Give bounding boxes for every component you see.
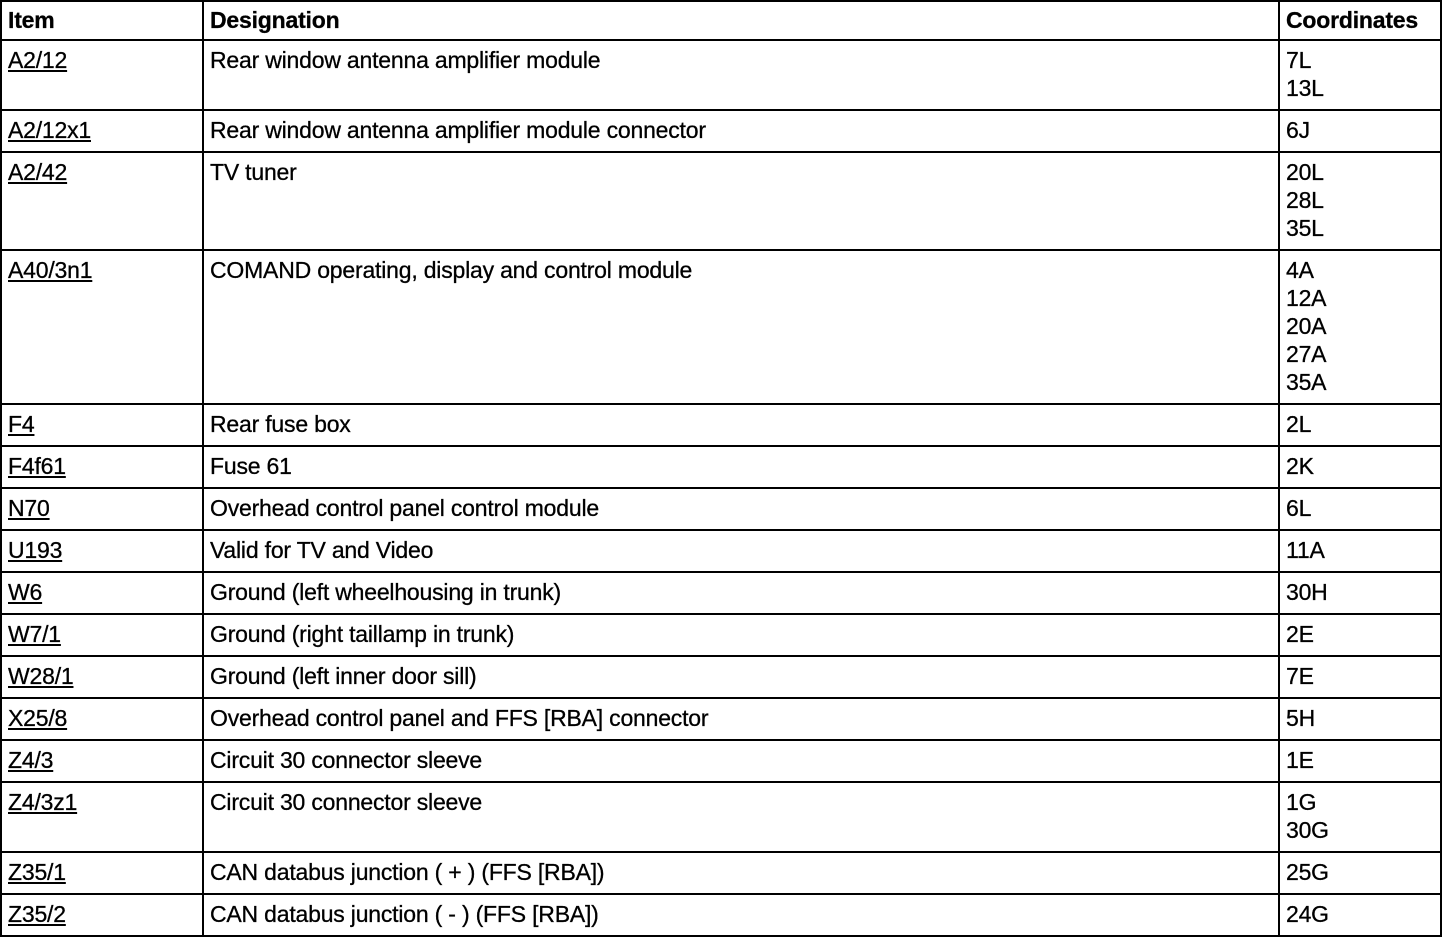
designation-cell: Rear window antenna amplifier module connector [203, 110, 1279, 152]
item-cell [1, 852, 203, 894]
designation-cell: TV tuner [203, 152, 1279, 250]
header-designation: Designation [203, 1, 1279, 40]
item-link[interactable]: W28/1 [8, 663, 74, 689]
coordinates-cell [1279, 782, 1441, 852]
coordinate-value: 27A [1286, 341, 1327, 367]
coordinate-value: 1E [1286, 747, 1314, 773]
coordinate-value: 4A [1286, 257, 1314, 283]
item-link[interactable]: X25/8 [8, 705, 68, 731]
coordinate-value: 6L [1286, 495, 1312, 521]
coordinate-value: 7L [1286, 47, 1312, 73]
item-cell [1, 656, 203, 698]
coordinates-cell [1279, 404, 1441, 446]
item-link[interactable]: W7/1 [8, 621, 61, 647]
item-cell [1, 614, 203, 656]
coordinate-value: 20A [1286, 313, 1327, 339]
coordinates-cell [1279, 572, 1441, 614]
designation-cell: Ground (right taillamp in trunk) [203, 614, 1279, 656]
table-row [1, 782, 1441, 852]
table-row [1, 894, 1441, 936]
coordinates-cell [1279, 656, 1441, 698]
item-cell [1, 782, 203, 852]
designation-cell: CAN databus junction ( + ) (FFS [RBA]) [203, 852, 1279, 894]
coordinate-value: 25G [1286, 859, 1329, 885]
table-row [1, 572, 1441, 614]
table-row [1, 250, 1441, 404]
table-row [1, 40, 1441, 110]
coordinate-value: 1G [1286, 789, 1317, 815]
designation-cell: Ground (left wheelhousing in trunk) [203, 572, 1279, 614]
table-row [1, 698, 1441, 740]
coordinates-cell [1279, 488, 1441, 530]
item-cell [1, 446, 203, 488]
item-link[interactable]: Z35/1 [8, 859, 66, 885]
item-cell [1, 40, 203, 110]
item-link[interactable]: N70 [8, 495, 50, 521]
coordinate-value: 7E [1286, 663, 1314, 689]
designation-cell: Ground (left inner door sill) [203, 656, 1279, 698]
table-row [1, 488, 1441, 530]
designation-cell: Circuit 30 connector sleeve [203, 740, 1279, 782]
table-row [1, 110, 1441, 152]
designation-cell: Valid for TV and Video [203, 530, 1279, 572]
item-cell [1, 488, 203, 530]
table-row [1, 404, 1441, 446]
coordinate-value: 5H [1286, 705, 1316, 731]
table-body [1, 40, 1441, 936]
designation-cell: Circuit 30 connector sleeve [203, 782, 1279, 852]
designation-cell: COMAND operating, display and control module [203, 250, 1279, 404]
table-row [1, 656, 1441, 698]
header-row [1, 1, 1441, 40]
item-cell [1, 740, 203, 782]
item-link[interactable]: A40/3n1 [8, 257, 93, 283]
coordinates-cell [1279, 250, 1441, 404]
coordinate-value: 24G [1286, 901, 1329, 927]
coordinates-cell [1279, 530, 1441, 572]
coordinate-value: 12A [1286, 285, 1327, 311]
item-cell [1, 894, 203, 936]
table-row [1, 530, 1441, 572]
item-cell [1, 530, 203, 572]
item-link[interactable]: Z35/2 [8, 901, 66, 927]
coordinates-cell [1279, 894, 1441, 936]
coordinates-cell [1279, 40, 1441, 110]
designation-cell: Overhead control panel control module [203, 488, 1279, 530]
item-link[interactable]: Z4/3 [8, 747, 54, 773]
item-link[interactable]: A2/12 [8, 47, 68, 73]
item-link[interactable]: U193 [8, 537, 63, 563]
table-row [1, 740, 1441, 782]
coordinate-value: 2K [1286, 453, 1314, 479]
coordinate-value: 30G [1286, 817, 1329, 843]
item-link[interactable]: Z4/3z1 [8, 789, 78, 815]
table-row [1, 852, 1441, 894]
header-coordinates: Coordinates [1279, 1, 1441, 40]
item-cell [1, 152, 203, 250]
designation-cell: Overhead control panel and FFS [RBA] connector [203, 698, 1279, 740]
item-cell [1, 698, 203, 740]
item-link[interactable]: F4 [8, 411, 35, 437]
coordinates-cell [1279, 152, 1441, 250]
coordinates-cell [1279, 698, 1441, 740]
coordinate-value: 2L [1286, 411, 1312, 437]
coordinate-value: 28L [1286, 187, 1324, 213]
coordinate-value: 35L [1286, 215, 1324, 241]
coordinates-cell [1279, 614, 1441, 656]
designation-cell: CAN databus junction ( - ) (FFS [RBA]) [203, 894, 1279, 936]
item-cell [1, 250, 203, 404]
coordinate-value: 11A [1286, 537, 1325, 563]
coordinates-cell [1279, 740, 1441, 782]
coordinates-cell [1279, 446, 1441, 488]
item-link[interactable]: F4f61 [8, 453, 66, 479]
designation-cell: Fuse 61 [203, 446, 1279, 488]
coordinates-cell [1279, 110, 1441, 152]
coordinate-value: 30H [1286, 579, 1328, 605]
coordinate-value: 20L [1286, 159, 1324, 185]
header-item: Item [1, 1, 203, 40]
coordinates-cell [1279, 852, 1441, 894]
designation-cell: Rear fuse box [203, 404, 1279, 446]
item-link[interactable]: A2/12x1 [8, 117, 91, 143]
table-row [1, 446, 1441, 488]
item-link[interactable]: A2/42 [8, 159, 68, 185]
coordinate-value: 35A [1286, 369, 1327, 395]
table-row [1, 152, 1441, 250]
item-cell [1, 572, 203, 614]
coordinate-value: 13L [1286, 75, 1324, 101]
table-row [1, 614, 1441, 656]
item-link[interactable]: W6 [8, 579, 43, 605]
designation-cell: Rear window antenna amplifier module [203, 40, 1279, 110]
coordinate-value: 2E [1286, 621, 1314, 647]
item-cell [1, 404, 203, 446]
coordinate-value: 6J [1286, 117, 1310, 143]
item-cell [1, 110, 203, 152]
